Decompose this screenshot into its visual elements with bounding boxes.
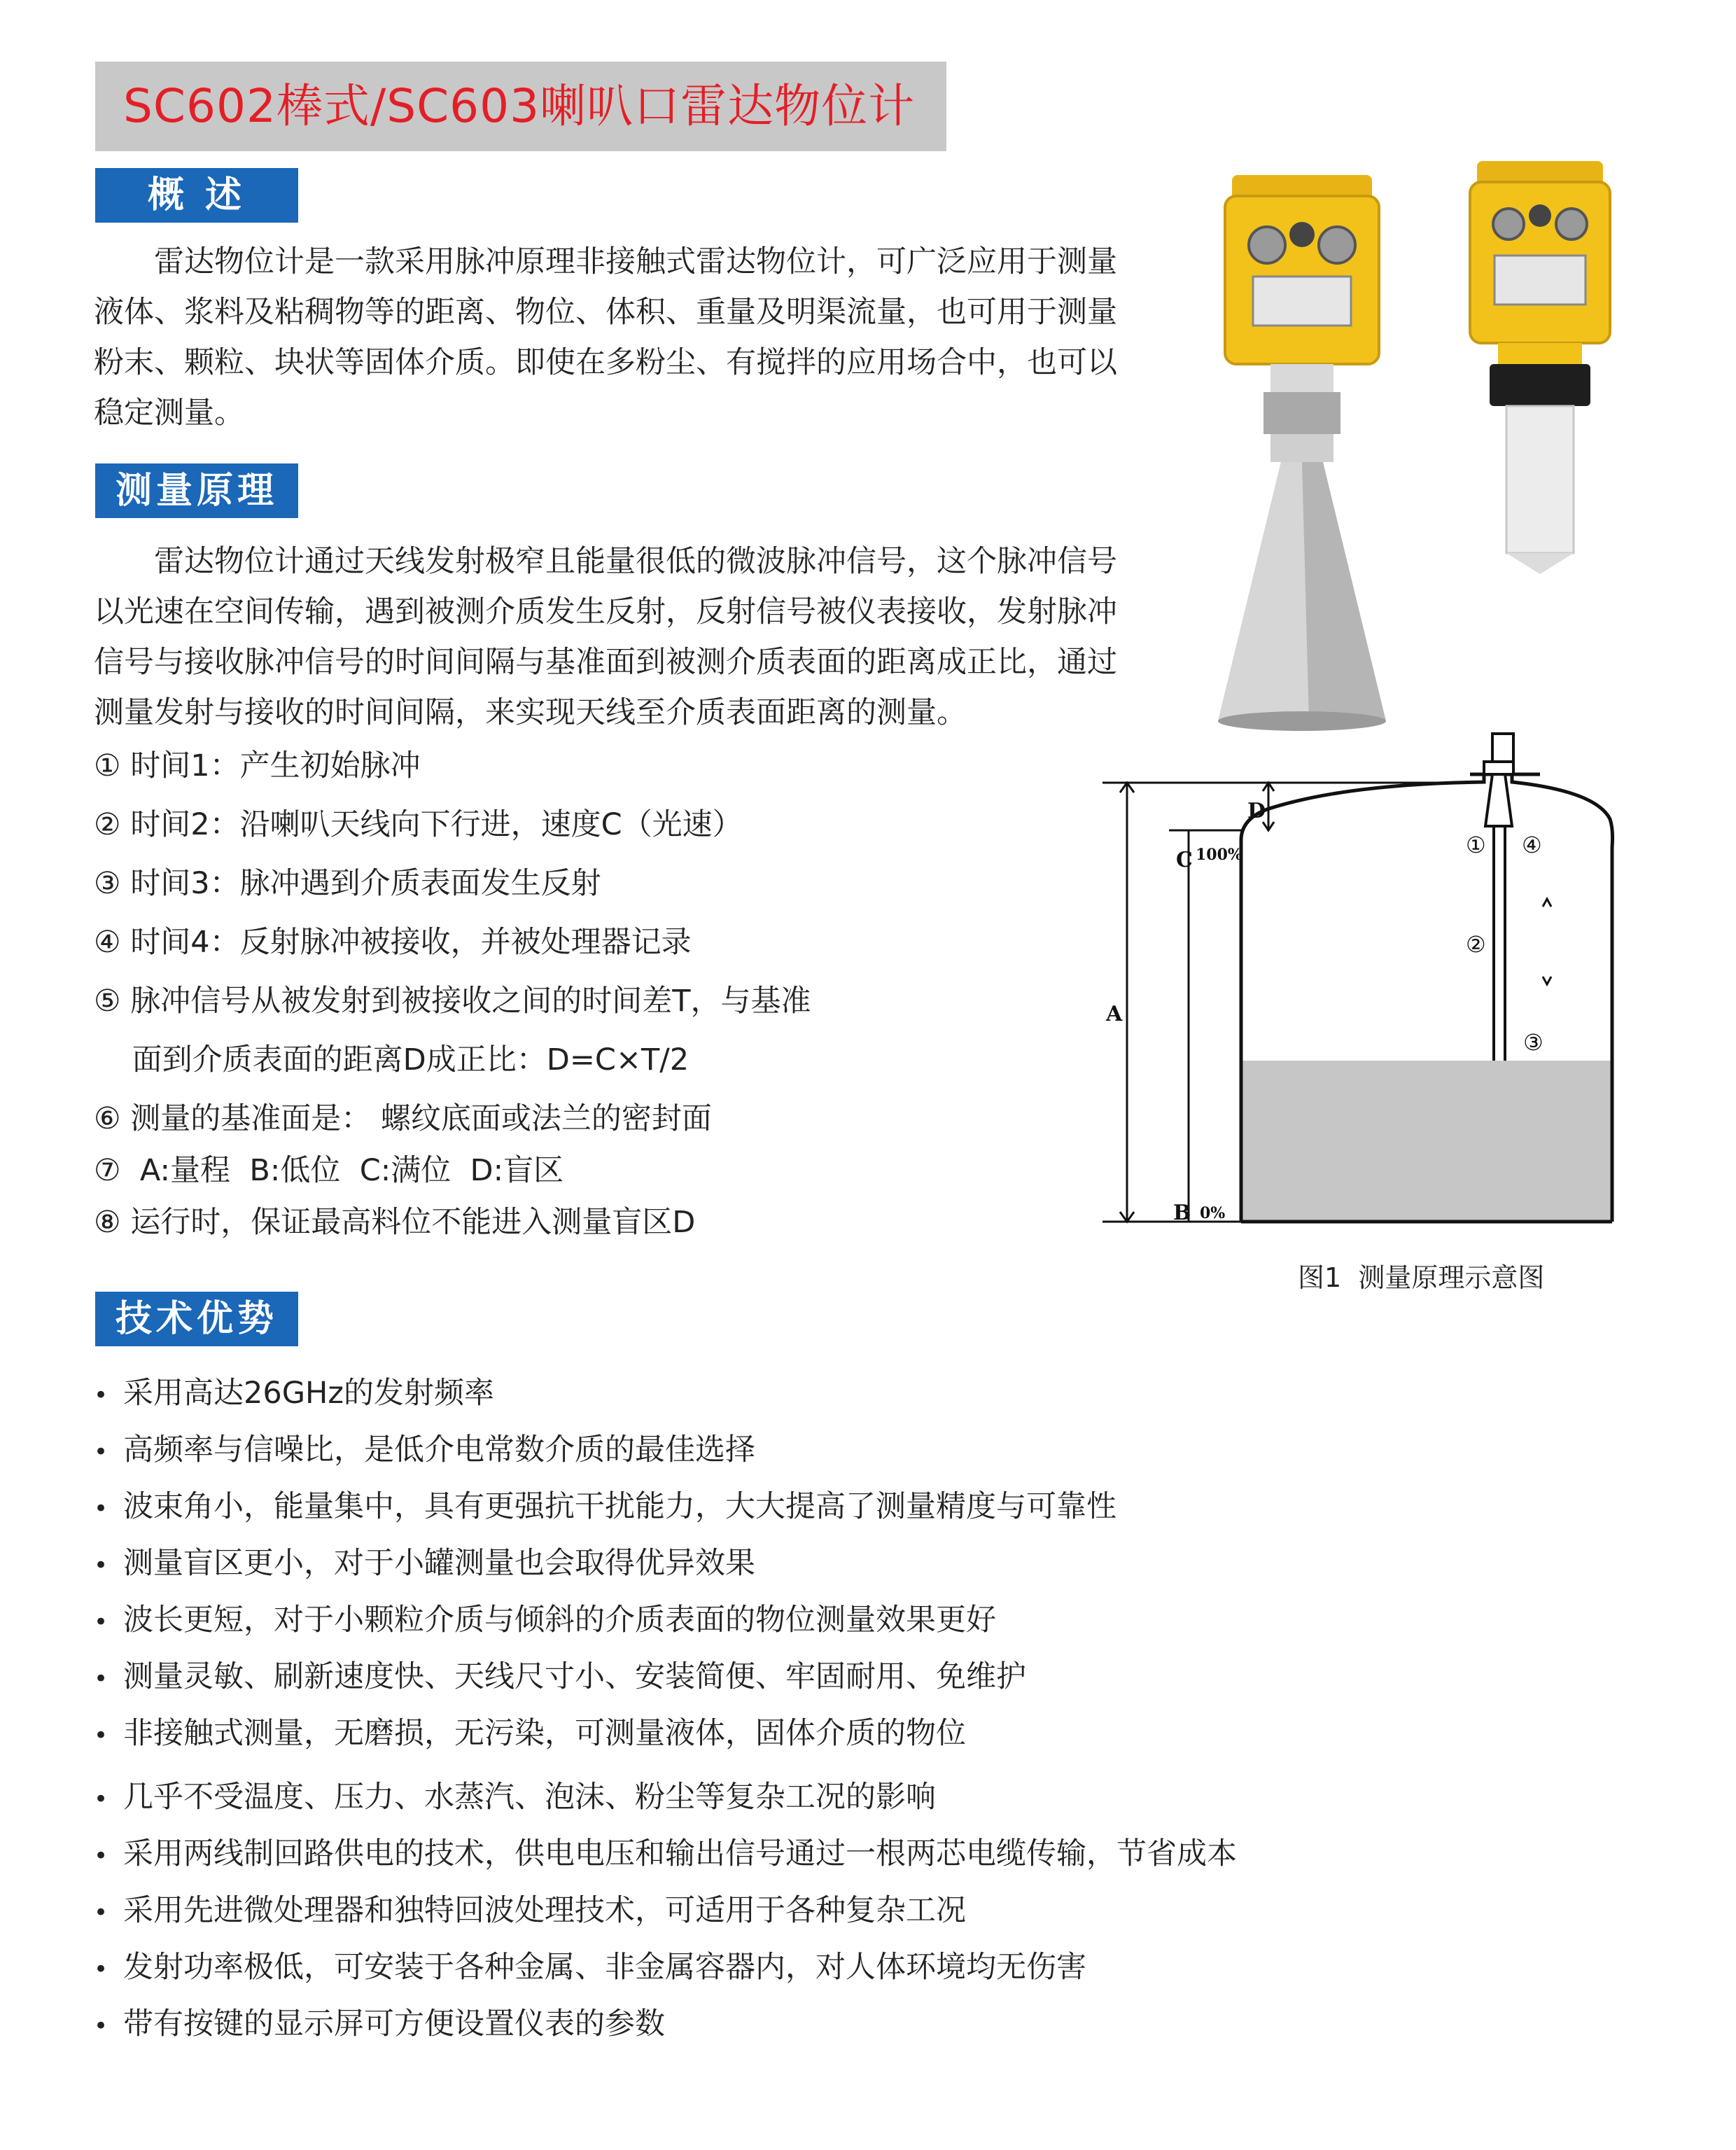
title-band [95, 62, 946, 151]
list-item-text: 非接触式测量，无磨损，无污染，可测量液体，固体介质的物位 [123, 1716, 966, 1751]
overview-line: 粉末、颗粒、块状等固体介质。即使在多粉尘、有搅拌的应用场合中，也可以 [94, 345, 1117, 380]
list-item-text: 采用先进微处理器和独特回波处理技术，可适用于各种复杂工况 [123, 1893, 966, 1928]
overview-paragraph [94, 237, 1144, 438]
arrow-down [1543, 977, 1551, 984]
principle-step: ⑥ 测量的基准面是： 螺纹底面或法兰的密封面 [94, 1101, 712, 1136]
list-item [94, 1833, 1237, 1877]
bullet-icon: • [94, 1494, 108, 1523]
list-item-text: 几乎不受温度、压力、水蒸汽、泡沫、粉尘等复杂工况的影响 [123, 1780, 936, 1815]
overview-line: 稳定测量。 [94, 396, 244, 431]
label-marker-4: ④ [1522, 832, 1542, 858]
list-item-text: 发射功率极低，可安装于各种金属、非金属容器内，对人体环境均无伤害 [123, 1950, 1086, 1985]
principle-line: 信号与接收脉冲信号的时间间隔与基准面到被测介质表面的距离成正比，通过 [94, 645, 1117, 680]
bullet-icon: • [94, 1898, 108, 1927]
principle-step: ⑧ 运行时，保证最高料位不能进入测量盲区D [94, 1205, 696, 1240]
label-a: A [1106, 1002, 1123, 1026]
page-title: SC602棒式/SC603喇叭口雷达物位计 [123, 79, 916, 133]
label-b: B [1173, 1201, 1191, 1225]
label-marker-3: ③ [1523, 1029, 1544, 1056]
principle-step: ② 时间2：沿喇叭天线向下行进，速度C（光速） [94, 807, 743, 842]
list-item-text: 采用高达26GHz的发射频率 [123, 1376, 494, 1411]
bullet-icon: • [94, 1551, 108, 1579]
bullet-icon: • [94, 1721, 108, 1750]
instrument-flange-body [1484, 762, 1513, 774]
list-item-text: 测量盲区更小，对于小罐测量也会取得优异效果 [123, 1546, 755, 1581]
bullet-icon: • [94, 1607, 108, 1636]
label-marker-1: ① [1466, 832, 1486, 858]
bullet-icon: • [94, 1664, 108, 1693]
diagram-caption: 图1 测量原理示意图 [1298, 1262, 1545, 1293]
tank-medium [1241, 1061, 1612, 1222]
principle-step: ④ 时间4：反射脉冲被接收，并被处理器记录 [94, 925, 692, 960]
list-item [94, 1542, 755, 1586]
bullet-icon: • [94, 1841, 108, 1870]
section-heading-principle: 测量原理 [95, 463, 298, 518]
principle-paragraph [94, 536, 1144, 738]
list-item-text: 采用两线制回路供电的技术，供电电压和输出信号通过一根两芯电缆传输，节省成本 [123, 1836, 1237, 1871]
section-heading-advantages: 技术优势 [95, 1292, 298, 1346]
principle-line: 雷达物位计通过天线发射极窄且能量很低的微波脉冲信号，这个脉冲信号 [154, 544, 1117, 579]
list-item-text: 测量灵敏、刷新速度快、天线尺寸小、安装简便、牢固耐用、免维护 [123, 1659, 1026, 1694]
list-item [94, 1599, 996, 1643]
rod-antenna-radar-photo [1463, 154, 1617, 574]
list-item [94, 1429, 755, 1473]
principle-line: 以光速在空间传输，遇到被测介质发生反射，反射信号被仪表接收，发射脉冲 [94, 594, 1117, 629]
list-item [94, 1712, 966, 1757]
bullet-icon: • [94, 1785, 108, 1813]
measurement-principle-diagram [1064, 714, 1624, 1246]
principle-step: ① 时间1：产生初始脉冲 [94, 748, 421, 783]
bullet-icon: • [94, 1955, 108, 1983]
label-d: D [1247, 799, 1266, 823]
list-item [94, 1776, 936, 1820]
horn-antenna-radar-photo [1204, 154, 1428, 735]
list-item-text: 高频率与信噪比，是低介电常数介质的最佳选择 [123, 1432, 755, 1467]
horn-antenna [1485, 774, 1512, 826]
list-item [94, 1372, 494, 1416]
bullet-icon: • [94, 1381, 108, 1409]
label-marker-2: ② [1466, 931, 1486, 958]
overview-line: 雷达物位计是一款采用脉冲原理非接触式雷达物位计，可广泛应用于测量 [154, 244, 1117, 279]
list-item [94, 1946, 1086, 1990]
list-item [94, 1486, 1116, 1530]
label-c: C [1176, 848, 1193, 872]
principle-step: 面到介质表面的距离D成正比：D=C×T/2 [94, 1042, 690, 1077]
principle-line: 测量发射与接收的时间间隔，来实现天线至介质表面距离的测量。 [94, 695, 967, 730]
list-item [94, 1890, 966, 1934]
list-item-text: 波束角小，能量集中，具有更强抗干扰能力，大大提高了测量精度与可靠性 [123, 1489, 1116, 1524]
list-item-text: 带有按键的显示屏可方便设置仪表的参数 [123, 2006, 665, 2041]
arrow-up [1543, 899, 1551, 907]
bullet-icon: • [94, 2011, 108, 2040]
instrument-head [1492, 734, 1513, 762]
principle-step: ⑦ A:量程 B:低位 C:满位 D:盲区 [94, 1153, 564, 1188]
label-full: 100% [1196, 846, 1242, 864]
list-item [94, 2003, 665, 2047]
overview-line: 液体、浆料及粘稠物等的距离、物位、体积、重量及明渠流量，也可用于测量 [94, 295, 1117, 330]
label-empty: 0% [1200, 1204, 1226, 1222]
bullet-icon: • [94, 1437, 108, 1466]
principle-step: ⑤ 脉冲信号从被发射到被接收之间的时间差T，与基准 [94, 984, 811, 1019]
list-item-text: 波长更短，对于小颗粒介质与倾斜的介质表面的物位测量效果更好 [123, 1603, 996, 1638]
section-heading-overview: 概 述 [95, 168, 298, 223]
list-item [94, 1656, 1026, 1700]
principle-step: ③ 时间3：脉冲遇到介质表面发生反射 [94, 866, 601, 901]
